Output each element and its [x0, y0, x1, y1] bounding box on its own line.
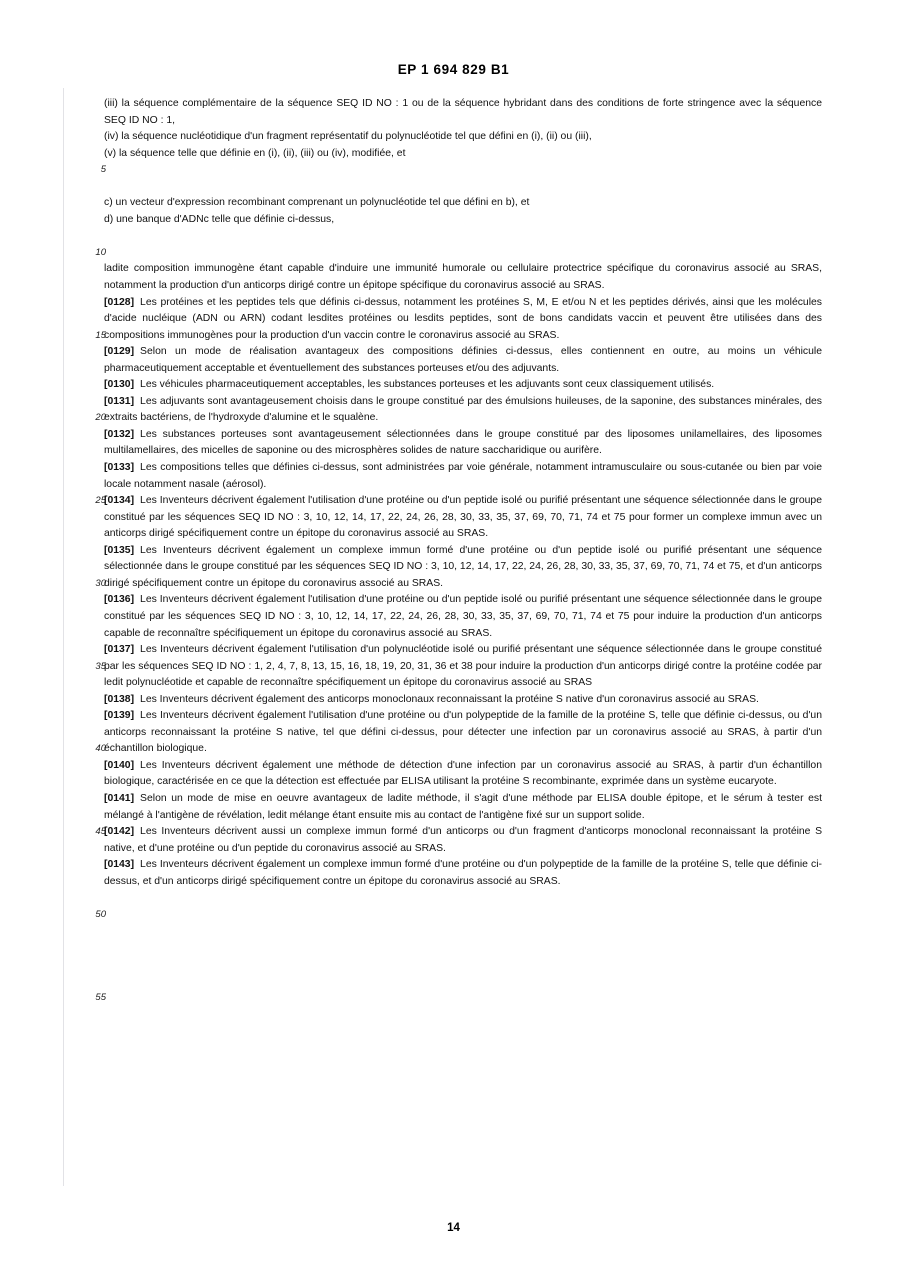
paragraph-number: [0142] [104, 826, 135, 838]
paragraph-text: Les Inventeurs décrivent également l'utilisation d'une protéine ou d'un polypeptide de la famille de la protéine S, telle que définie ci-dessus, ou d'un anticorps reconnaissant la protéine S native, tel que défini ci-dessus, pour détecter une infection par un coronavirus associé au SRAS, à partir d'un échantillon biologique. [104, 710, 822, 755]
patent-paragraph [104, 708, 822, 758]
claim-item-iii: (iii) la séquence complémentaire de la séquence SEQ ID NO : 1 ou de la séquence hybridant dans des conditions de forte stringence avec la séquence SEQ ID NO : 1, [104, 98, 822, 126]
patent-paragraph [104, 427, 822, 460]
patent-paragraph [104, 791, 822, 824]
line-number: 25 [95, 495, 106, 507]
paragraph-text: Les Inventeurs décrivent également l'utilisation d'une protéine ou d'un peptide isolé ou purifié présentant une séquence sélectionnée dans le groupe constitué par les séquences SEQ ID NO : 3, 10, 12, 14, 17, 22, 24, 26, 28, 30, 33, 35, 37, 69, 70, 71, 74 et 75 pour former un complexe immun avec un anticorps dirigé spécifiquement contre un épitope du coronavirus associé au SRAS. [104, 495, 822, 540]
patent-paragraph [104, 857, 822, 890]
paragraph-number: [0139] [104, 710, 135, 722]
claim-item-iv: (iv) la séquence nucléotidique d'un fragment représentatif du polynucléotide tel que défini en (i), (ii) ou (iii), [104, 131, 592, 143]
paragraph-number: [0136] [104, 594, 135, 606]
paragraph-number: [0140] [104, 759, 135, 771]
claim-item-d: d) une banque d'ADNc telle que définie ci-dessus, [104, 213, 335, 225]
line-number: 55 [95, 991, 106, 1003]
patent-paragraph [104, 543, 822, 593]
patent-paragraph [104, 642, 822, 692]
paragraph-spacer [104, 162, 822, 195]
paragraph-number: [0137] [104, 644, 135, 656]
paragraph-text: Les Inventeurs décrivent également une méthode de détection d'une infection par un coronavirus associé au SRAS, à partir d'un échantillon biologique, caractérisée en ce que la détection est effectuée par ELISA utilisant la protéine S recombinante, exprimée dans un système eucaryote. [104, 759, 822, 788]
paragraph-text: Les Inventeurs décrivent également l'utilisation d'une protéine ou d'un peptide isolé ou purifié présentant une séquence sélectionnée dans le groupe constitué par les séquences SEQ ID NO : 3, 10, 12, 14, 17, 22, 24, 26, 28, 30, 33, 35, 37, 69, 70, 71, 74 et 75 pour induire la production d'un anticorps capable de reconnaître spécifiquement un épitope du coronavirus associé au SRAS. [104, 594, 822, 639]
paragraph-text: Selon un mode de réalisation avantageux des compositions définies ci-dessus, elles contiennent en outre, au moins un véhicule pharmaceutiquement acceptable et éventuellement des substances porteuses et/ou des adjuvants. [104, 346, 822, 374]
paragraph-number: [0131] [104, 395, 135, 407]
patent-paragraph [104, 758, 822, 791]
paragraph-text: Les substances porteuses sont avantageusement sélectionnées dans le groupe constitué par des liposomes unilamellaires, des liposomes multilamellaires, des micelles de saponine ou des microsphères solides de nature saccharidique ou aurifère. [104, 428, 822, 457]
line-number: 30 [95, 577, 106, 589]
line-number: 50 [95, 908, 106, 920]
patent-paragraph [104, 295, 822, 345]
paragraph-text: Les Inventeurs décrivent également un complexe immun formé d'une protéine ou d'un peptide isolé ou purifié présentant une séquence sélectionnée dans le groupe constitué par les séquences SEQ ID NO : 3, 10, 12, 14, 17, 22, 24, 26, 28, 30, 33, 35, 37, 69, 70, 71, 74 et 75, et d'un anticorps dirigé spécifiquement contre un épitope du coronavirus associé au SRAS. [104, 544, 822, 589]
lead-paragraph: ladite composition immunogène étant capable d'induire une immunité humorale ou cellulaire protectrice spécifique du coronavirus associé au SRAS, notamment la production d'un anticorps dirigé contre un épitope spécifique du coronavirus associé au SRAS. [104, 263, 822, 292]
paragraph-number: [0141] [104, 792, 135, 804]
patent-paragraph [104, 692, 822, 709]
line-number: 40 [95, 743, 106, 755]
claim-item-c: c) un vecteur d'expression recombinant comprenant un polynucléotide tel que défini en b), et [104, 197, 530, 209]
page-number: 14 [447, 1222, 460, 1234]
line-number: 35 [95, 660, 106, 672]
line-number: 20 [95, 412, 106, 424]
paragraph-text: Selon un mode de mise en oeuvre avantageux de ladite méthode, il s'agit d'une méthode par ELISA double épitope, et le sérum à tester est mélangé à l'antigène de révélation, ledit mélange étant ensuite mis au contact de l'antigène fixé sur un support solide. [104, 792, 822, 821]
patent-paragraph [104, 344, 822, 377]
paragraph-number: [0138] [104, 693, 135, 705]
patent-paragraph [104, 824, 822, 857]
paragraph-text: Les véhicules pharmaceutiquement acceptables, les substances porteuses et les adjuvants sont ceux classiquement utilisés. [140, 379, 715, 391]
paragraph-number: [0130] [104, 379, 135, 391]
paragraph-number: [0134] [104, 495, 135, 507]
paragraph-text: Les Inventeurs décrivent également des anticorps monoclonaux reconnaissant la protéine S native d'un coronavirus associé au SRAS. [140, 693, 759, 705]
paragraph-number: [0129] [104, 346, 135, 358]
patent-paragraph [104, 394, 822, 427]
paragraph-text: Les Inventeurs décrivent également un complexe immun formé d'une protéine ou d'un polypeptide de la famille de la protéine S, telle que définie ci-dessus, et d'un anticorps dirigé spécifiquement contre un épitope du coronavirus associé au SRAS. [104, 859, 822, 887]
paragraph-number: [0143] [104, 859, 135, 871]
paragraph-text: Les Inventeurs décrivent aussi un complexe immun formé d'un anticorps ou d'un fragment d'anticorps monoclonal reconnaissant la protéine S native, et d'une protéine ou d'un peptide du coronavirus associé au SRAS. [104, 826, 822, 854]
paragraph-text: Les protéines et les peptides tels que définis ci-dessus, notamment les protéines S, M, E et/ou N et les peptides dérivés, ainsi que les molécules d'acide nucléique (ADN ou ARN) codant lesdites protéines ou lesdits peptides, sont de bons candidats vaccin et peuvent être utilisées dans des compositions immunogènes pour la production d'un vaccin contre le coronavirus associé au SRAS. [104, 296, 822, 341]
line-number: 15 [95, 329, 106, 341]
patent-paragraph [104, 460, 822, 493]
claim-item-v: (v) la séquence telle que définie en (i), (ii), (iii) ou (iv), modifiée, et [104, 147, 406, 159]
patent-paragraph [104, 493, 822, 543]
paragraph-text: Les Inventeurs décrivent également l'utilisation d'un polynucléotide isolé ou purifié présentant une séquence sélectionnée dans le groupe constitué par les séquences SEQ ID NO : 1, 2, 4, 7, 8, 13, 15, 16, 18, 19, 20, 31, 36 et 38 pour induire la production d'un anticorps dirigé contre la protéine codée par ledit polynucléotide et capable de reconnaître spécifiquement un épitope du coronavirus associé au SRAS [104, 644, 822, 689]
paragraph-text: Les compositions telles que définies ci-dessus, sont administrées par voie générale, notamment intramusculaire ou sous-cutanée ou bien par voie locale notamment nasale (aérosol). [104, 462, 822, 490]
page-header-publication-number: EP 1 694 829 B1 [397, 62, 510, 77]
patent-paragraph [104, 377, 822, 394]
paragraph-spacer [104, 228, 822, 261]
numbered-paragraph-list [104, 295, 822, 891]
line-number-gutter [62, 88, 106, 1186]
paragraph-number: [0135] [104, 544, 135, 556]
main-text-column [104, 96, 822, 890]
line-number: 10 [95, 246, 106, 258]
paragraph-text: Les adjuvants sont avantageusement choisis dans le groupe constitué par des émulsions huileuses, de la saponine, des substances minérales, des extraits bactériens, de l'hydroxyde d'alumine et le squalène. [104, 395, 822, 424]
paragraph-number: [0128] [104, 296, 135, 308]
patent-paragraph [104, 592, 822, 642]
paragraph-number: [0132] [104, 428, 135, 440]
paragraph-number: [0133] [104, 462, 135, 474]
line-number: 45 [95, 826, 106, 838]
line-number: 5 [100, 164, 106, 176]
